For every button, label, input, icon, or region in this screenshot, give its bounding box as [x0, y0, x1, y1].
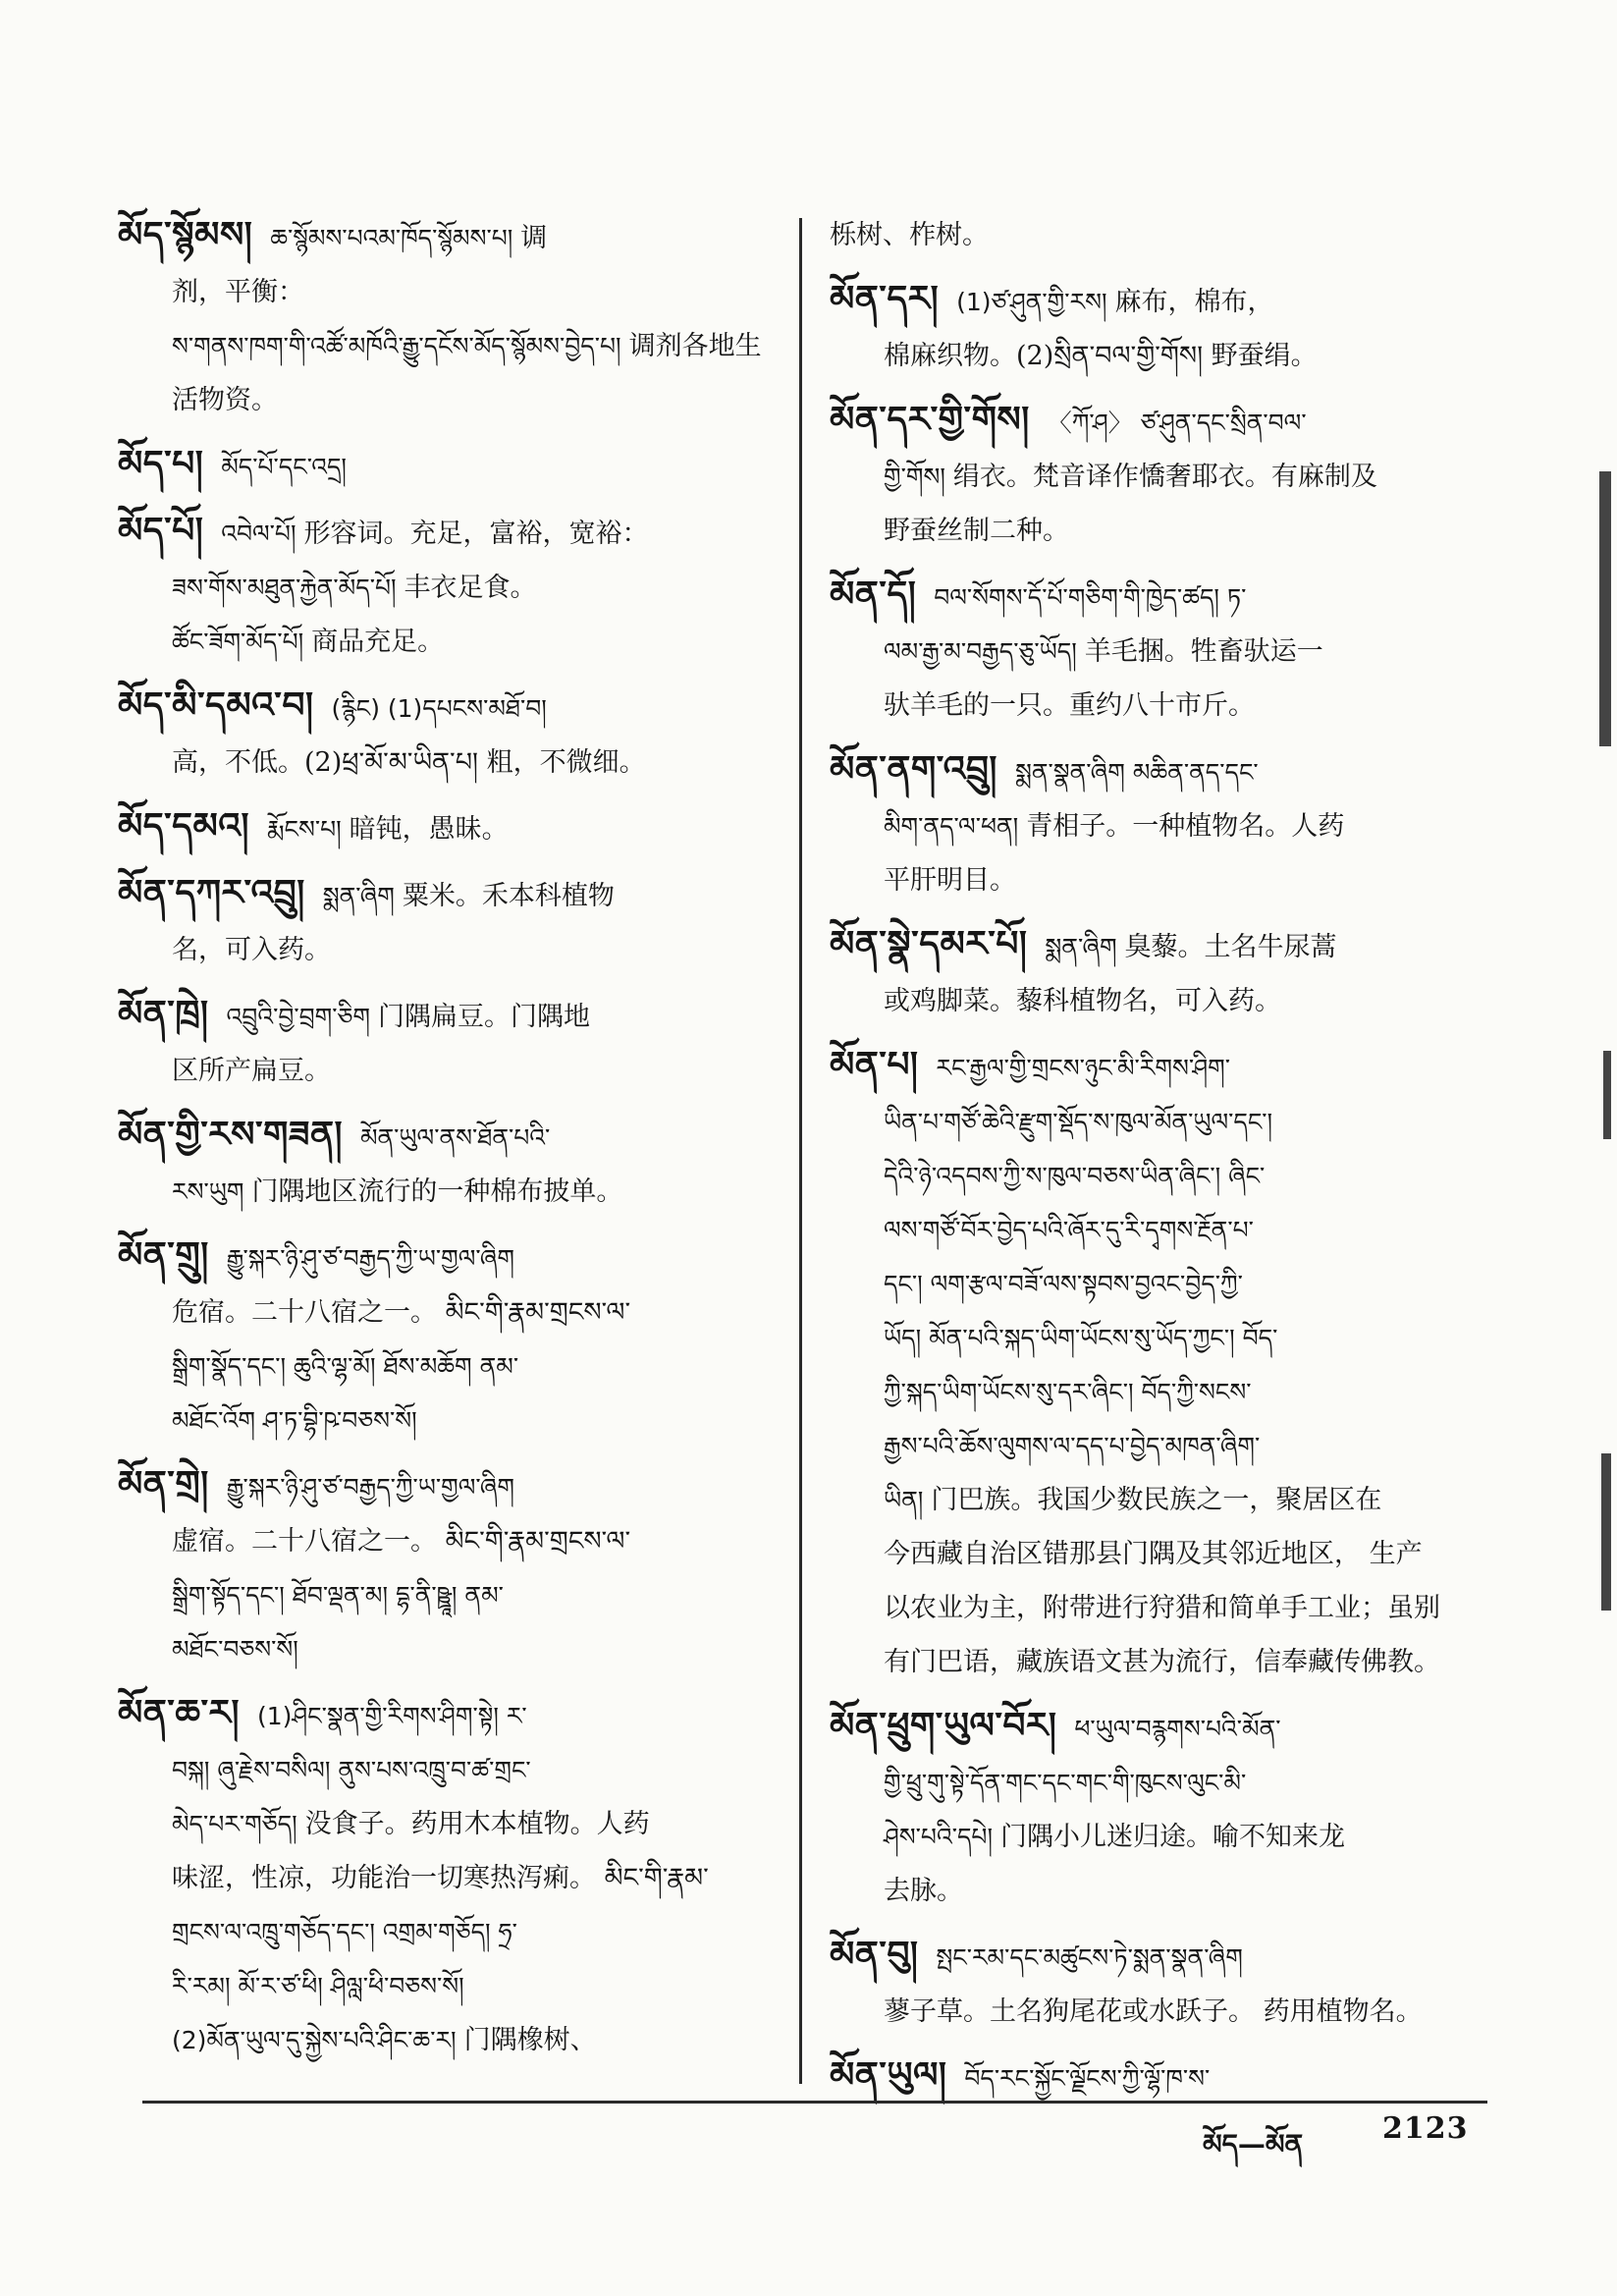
tibetan-text: (1)ཙ་ཤུན་གྱི་རས།: [956, 288, 1107, 316]
dictionary-entry: [830, 1038, 1478, 1689]
entry-line: [830, 1756, 1478, 1810]
entry-line: [830, 917, 1478, 974]
tibetan-text: (1)ཤིང་སྣན་གྱི་རིགས་ཤིག་སྟེ། ར་: [256, 1702, 527, 1730]
page-range-label: མོད—མོན: [1203, 2128, 1304, 2160]
tibetan-text: ཤེས་པའི་དཔེ།: [884, 1823, 994, 1851]
entry-line: [830, 329, 1478, 383]
dictionary-entry: [830, 208, 1478, 262]
entry-line: [118, 1622, 776, 1676]
entry-line: [830, 974, 1478, 1028]
tibetan-text: འབེལ་པོ།: [221, 519, 296, 548]
entry-line: [118, 504, 776, 561]
entry-line: [830, 1149, 1478, 1203]
dictionary-entry: [118, 208, 776, 427]
entry-line: [830, 1527, 1478, 1581]
chinese-gloss: 绢衣。梵音译作憍奢耶衣。有麻制及: [952, 462, 1377, 492]
entry-line: [118, 319, 776, 427]
tibetan-text: སྒྲིག་སྟོད་དང་། ཐོབ་ལྡན་མ། དྷ་ནི་ཥྛཱ། ནམ་: [172, 1581, 504, 1610]
tibetan-text: སྤང་རམ་དང་མཚུངས་ཏེ་སྨན་སྣན་ཞིག: [936, 1943, 1243, 1972]
tibetan-text: དེའི་ཉེ་འདབས་ཀྱི་ས་ཁུལ་བཅས་ཡིན་ཞིང་། ཞིང་: [884, 1162, 1266, 1190]
dictionary-entry: [118, 504, 776, 669]
left-column: [118, 208, 776, 2077]
entry-line: [830, 1864, 1478, 1918]
entry-line: [830, 853, 1478, 907]
tibetan-text: མེད་པར་གཅོད།: [172, 1810, 297, 1838]
chinese-gloss: 或鸡脚菜。藜科植物名，可入药。: [884, 986, 1281, 1016]
entry-line: [830, 742, 1478, 799]
dictionary-entry: [118, 799, 776, 856]
tibetan-text: སྨན་སྣན་ཞིག མཆིན་ནད་དང་: [1014, 758, 1259, 787]
chinese-gloss: 门隅地区流行的一种棉布披单。: [251, 1176, 623, 1207]
tibetan-text: (རྙིང) (1)དཔངས་མཐོ་བ།: [331, 694, 547, 723]
tibetan-text: སྨན་ཞིག: [322, 882, 395, 910]
entry-line: [118, 1568, 776, 1622]
chinese-gloss: 棉麻织物。(2)སྲིན་བལ་གྱི་གོས། 野蚕绢。: [884, 341, 1318, 371]
entry-line: [830, 450, 1478, 504]
entry-headword: མོད་པ།: [118, 444, 204, 484]
chinese-gloss: 麻布，棉布，: [1114, 287, 1274, 317]
entry-line: [118, 1851, 776, 1905]
chinese-gloss: 高，不低。(2)ཕྲ་མོ་མ་ཡིན་པ། 粗，不微细。: [172, 747, 646, 778]
tibetan-text: རས་ཡུག: [172, 1177, 244, 1206]
tibetan-text: སྒྲིག་སྣོད་དང་། ཆུའི་ལྷ་མོ། ཐོས་མཆོག ནམ་: [172, 1352, 519, 1381]
chinese-gloss: 丰衣足食。: [404, 573, 537, 603]
entry-line: [118, 1959, 776, 2013]
entry-line: [118, 1165, 776, 1219]
dictionary-entry: [118, 866, 776, 977]
entry-line: [830, 1699, 1478, 1756]
entry-line: [118, 1394, 776, 1448]
entry-line: [830, 2049, 1478, 2105]
entry-headword: མོན་ནག་འབྲུ།: [830, 749, 997, 790]
dictionary-entry: [830, 272, 1478, 383]
dictionary-entry: [118, 1108, 776, 1219]
chinese-gloss: 商品充足。: [311, 627, 445, 657]
entry-line: [830, 1311, 1478, 1365]
tibetan-text: གྱི་ཕྲུ་གུ་སྟེ་དོན་གང་དང་གང་གི་ཁུངས་ལུང་མི་: [884, 1769, 1247, 1797]
entry-headword: མོན་ཕྲུག་ཡུལ་བོར།: [830, 1706, 1057, 1746]
margin-scan-marks: [1588, 59, 1617, 2121]
entry-line: [830, 568, 1478, 625]
tibetan-text: རྒྱུ་སྐར་ཉི་ཤུ་ཙ་བརྒྱད་ཀྱི་ཡ་གྱལ་ཞིག: [226, 1244, 514, 1273]
entry-line: [118, 1686, 776, 1743]
entry-headword: མོན་ཁྲེ།: [118, 994, 209, 1034]
tibetan-text: འབྲུའི་བྱེ་བྲག་ཅིག: [226, 1003, 370, 1031]
tibetan-text: གྱི་གོས།: [884, 463, 945, 491]
tibetan-text: མོད་པོ་དང་འདྲ།: [221, 453, 347, 481]
chinese-gloss: 有门巴语，藏族语文甚为流行，信奉藏传佛教。: [884, 1647, 1440, 1677]
chinese-gloss: 形容词。充足，富裕，宽裕：: [303, 519, 649, 549]
entry-line: [118, 1339, 776, 1394]
entry-line: [118, 208, 776, 265]
dictionary-entry: [118, 679, 776, 790]
entry-headword: མོན་གྲེ།: [118, 1464, 209, 1504]
chinese-gloss: 门隅橡树、: [463, 2025, 597, 2055]
entry-headword: མོན་དོ།: [830, 574, 917, 615]
entry-line: [830, 679, 1478, 733]
tibetan-text: བོད་རང་སྐྱོང་ལྗོངས་ཀྱི་ལྷོ་ཁ་ས་: [964, 2064, 1211, 2093]
entry-line: [118, 1905, 776, 1959]
entry-line: [830, 1038, 1478, 1095]
dictionary-entry: [118, 1686, 776, 2067]
entry-line: [830, 1581, 1478, 1635]
chinese-gloss: 调: [520, 223, 548, 253]
dictionary-entry: [118, 987, 776, 1098]
dictionary-entry: [830, 742, 1478, 907]
entry-headword: མོད་པོ།: [118, 511, 204, 551]
entry-line: [118, 987, 776, 1044]
tibetan-text: རྒྱས་པའི་ཆོས་ལུགས་ལ་དད་པ་བྱེད་མཁན་ཞིག་: [884, 1432, 1261, 1460]
chinese-gloss: 平肝明目。: [884, 865, 1016, 896]
tibetan-text: དང་། ལག་རྩལ་བཟོ་ལས་སྟབས་བྱའང་བྱེད་ཀྱི་: [884, 1270, 1243, 1298]
chinese-gloss: 名，可入药。: [172, 935, 331, 965]
entry-line: [118, 1514, 776, 1568]
entry-headword: མོད་མི་དམའ་བ།: [118, 685, 314, 726]
dictionary-entry: [830, 1699, 1478, 1918]
tibetan-text: ཡིན་པ་གཙོ་ཆེའི་རྫུག་སྡོད་ས་ཁུལ་མོན་ཡུལ་དང་།: [884, 1108, 1273, 1136]
entry-line: [118, 1229, 776, 1285]
chinese-gloss: 青相子。一种植物名。人药: [1026, 811, 1345, 842]
right-column: [830, 208, 1478, 2115]
dictionary-entry: [830, 917, 1478, 1028]
tibetan-text: རྒྱུ་སྐར་ཉི་ཤུ་ཙ་བརྒྱད་ཀྱི་ཡ་གྱལ་ཞིག: [226, 1473, 514, 1502]
chinese-gloss: 区所产扁豆。: [172, 1056, 331, 1086]
entry-line: [830, 1928, 1478, 1985]
entry-line: [830, 208, 1478, 262]
chinese-gloss: 蓼子草。土名狗尾花或水跃子。 药用植物名。: [884, 1996, 1423, 2027]
entry-line: [830, 799, 1478, 853]
entry-headword: མོན་དར་གྱི་གོས།: [830, 400, 1030, 440]
chinese-gloss: 臭藜。土名牛尿蒿: [1124, 932, 1337, 962]
entry-headword: མོན་གྲུ།: [118, 1235, 209, 1276]
entry-line: [830, 272, 1478, 329]
tibetan-text: བསྐ། ཞུ་རྗེས་བསིལ། ནུས་པས་འཁྲུ་བ་ཚ་གྲང་: [172, 1756, 531, 1784]
tibetan-text: བལ་སོགས་དོ་པོ་གཅིག་གི་ཁྱེད་ཚད། ཏ་: [934, 583, 1247, 612]
entry-line: [118, 561, 776, 615]
chinese-gloss: 栎树、柞树。: [830, 220, 989, 250]
entry-line: [830, 625, 1478, 679]
dictionary-entry: [830, 2049, 1478, 2105]
entry-headword: མོན་ཡུལ།: [830, 2055, 947, 2096]
entry-headword: མོན་དར།: [830, 279, 940, 319]
entry-headword: མོད་དམའ།: [118, 806, 249, 847]
tibetan-text: ཕ་ཡུལ་བརྙགས་པའི་མོན་: [1074, 1715, 1281, 1743]
chinese-gloss: 今西藏自治区错那县门隅及其邻近地区， 生产: [884, 1539, 1423, 1569]
chinese-gloss: 剂，平衡：: [172, 277, 304, 307]
page-number: 2123: [1382, 2111, 1469, 2146]
entry-line: [118, 1108, 776, 1165]
column-divider: [799, 218, 802, 2084]
entry-line: [118, 615, 776, 669]
tibetan-text: རྨོངས་པ།: [266, 815, 342, 844]
chinese-gloss: 驮羊毛的一只。重约八十市斤。: [884, 690, 1255, 721]
entry-headword: མོན་དཀར་འབྲུ།: [118, 873, 305, 913]
entry-headword: མོན་ཆ་ར།: [118, 1693, 240, 1733]
entry-line: [118, 866, 776, 923]
tibetan-text: མིག་ནད་ལ་ཕན།: [884, 812, 1019, 841]
entry-line: [830, 1203, 1478, 1257]
tibetan-text: (2)མོན་ཡུལ་དུ་སྐྱེས་པའི་ཤིང་ཆ་ར།: [172, 2026, 457, 2054]
chinese-gloss: 以农业为主，附带进行狩猎和简单手工业；虽别: [884, 1593, 1440, 1623]
tibetan-text: ཡོད། མོན་པའི་སྐད་ཡིག་ཡོངས་སུ་ཡོད་ཀྱང་། བོད་: [884, 1324, 1278, 1352]
entry-line: [118, 437, 776, 494]
dictionary-entry: [830, 1928, 1478, 2039]
chinese-gloss: 门巴族。我国少数民族之一，聚居区在: [931, 1485, 1382, 1515]
dictionary-entry: [830, 568, 1478, 733]
entry-line: [830, 1095, 1478, 1149]
chinese-gloss: 危宿。二十八宿之一。 མིང་གི་རྣམ་གྲངས་ལ་: [172, 1297, 631, 1328]
tibetan-text: མོན་ཡུལ་ནས་ཐོན་པའི་: [359, 1123, 551, 1152]
dictionary-entry: [118, 1229, 776, 1448]
entry-line: [118, 2013, 776, 2067]
entry-line: [118, 799, 776, 856]
entry-line: [830, 1257, 1478, 1311]
entry-line: [118, 679, 776, 736]
chinese-gloss: 去脉。: [884, 1876, 963, 1906]
entry-line: [118, 1743, 776, 1797]
tibetan-text: ཟས་གོས་མཐུན་རྐྱེན་མོད་པོ།: [172, 574, 397, 602]
entry-line: [830, 1985, 1478, 2039]
dictionary-entry: [118, 437, 776, 494]
chinese-gloss: 门隅扁豆。门隅地: [377, 1002, 590, 1032]
entry-line: [118, 1457, 776, 1514]
entry-line: [830, 1635, 1478, 1689]
dictionary-entry: [118, 1457, 776, 1676]
entry-headword: མོན་པ།: [830, 1045, 919, 1085]
tibetan-text: རང་རྒྱལ་གྱི་གྲངས་ཉུང་མི་རིགས་ཤིག་: [936, 1054, 1230, 1082]
entry-headword: མོན་བུ།: [830, 1935, 919, 1975]
chinese-gloss: 羊毛捆。牲畜驮运一: [1084, 636, 1323, 667]
chinese-gloss: 没食子。药用木本植物。人药: [304, 1809, 650, 1839]
tibetan-text: སྨན་ཞིག: [1045, 933, 1117, 961]
tibetan-text: ཆ་སྙོམས་པའམ་ཁོད་སྙོམས་པ།: [270, 224, 513, 252]
entry-line: [118, 1797, 776, 1851]
tibetan-text: མཐོང་བཅས་སོ།: [172, 1635, 298, 1664]
tibetan-text: གྲངས་ལ་འཁྲུ་གཅོད་དང་། འགྲམ་གཅོད། ཧྲ་: [172, 1918, 517, 1946]
entry-headword: མོན་སྣེ་དམར་པོ།: [830, 924, 1028, 964]
tibetan-text: རི་རམ། མོ་ར་ཙ་ཕི། ཤིལླ་ཕི་བཅས་སོ།: [172, 1972, 464, 2000]
tibetan-text: མཐོང་འོག ཤ་ཏ་བྷི་ཥ་བཅས་སོ།: [172, 1406, 417, 1435]
chinese-gloss: 野蚕丝制二种。: [884, 516, 1069, 546]
tibetan-text: ཡིན།: [884, 1486, 924, 1514]
entry-line: [830, 1365, 1478, 1419]
tibetan-text: ལས་གཙོ་བོར་བྱེད་པའི་ཞོར་དུ་རི་དྭགས་རྔོན་པ་: [884, 1216, 1254, 1244]
chinese-gloss: 味涩，性凉，功能治一切寒热泻痢。 མིང་གི་རྣམ་: [172, 1863, 709, 1893]
tibetan-text: ཚོང་ཟོག་མོད་པོ།: [172, 628, 304, 656]
entry-line: [830, 393, 1478, 450]
entry-line: [118, 923, 776, 977]
entry-line: [830, 1419, 1478, 1473]
chinese-gloss: 暗钝，愚昧。: [349, 814, 509, 845]
tibetan-text: 〈ཀོ་ཤ〉 ཙ་ཤུན་དང་སྲིན་བལ་: [1047, 409, 1307, 437]
footer-rule: [142, 2101, 1487, 2104]
tibetan-text: ལམ་རྒྱ་མ་བརྒྱད་ཅུ་ཡོད།: [884, 637, 1077, 666]
tibetan-text: ཀྱི་སྐད་ཡིག་ཡོངས་སུ་དར་ཞིང་། བོད་ཀྱི་སངས་: [884, 1378, 1252, 1406]
entry-line: [118, 265, 776, 319]
entry-line: [830, 1473, 1478, 1527]
entry-line: [118, 1044, 776, 1098]
entry-line: [830, 504, 1478, 558]
entry-headword: མོད་སྙོམས།: [118, 215, 253, 255]
chinese-gloss: 调剂各地生活物资。: [172, 331, 762, 415]
entry-headword: མོན་གྱི་རས་གཟན།: [118, 1115, 343, 1155]
entry-line: [118, 1285, 776, 1339]
chinese-gloss: 门隅小儿迷归途。喻不知来龙: [1000, 1822, 1346, 1852]
entry-line: [830, 1810, 1478, 1864]
entry-line: [118, 736, 776, 790]
chinese-gloss: 虚宿。二十八宿之一。 མིང་གི་རྣམ་གྲངས་ལ་: [172, 1526, 631, 1557]
chinese-gloss: 粟米。禾本科植物: [402, 881, 615, 911]
tibetan-text: ས་གནས་ཁག་གི་འཚོ་མཁོའི་རྒྱུ་དངོས་མོད་སྙོམས་བྱེད་པ།: [172, 332, 621, 360]
dictionary-entry: [830, 393, 1478, 558]
